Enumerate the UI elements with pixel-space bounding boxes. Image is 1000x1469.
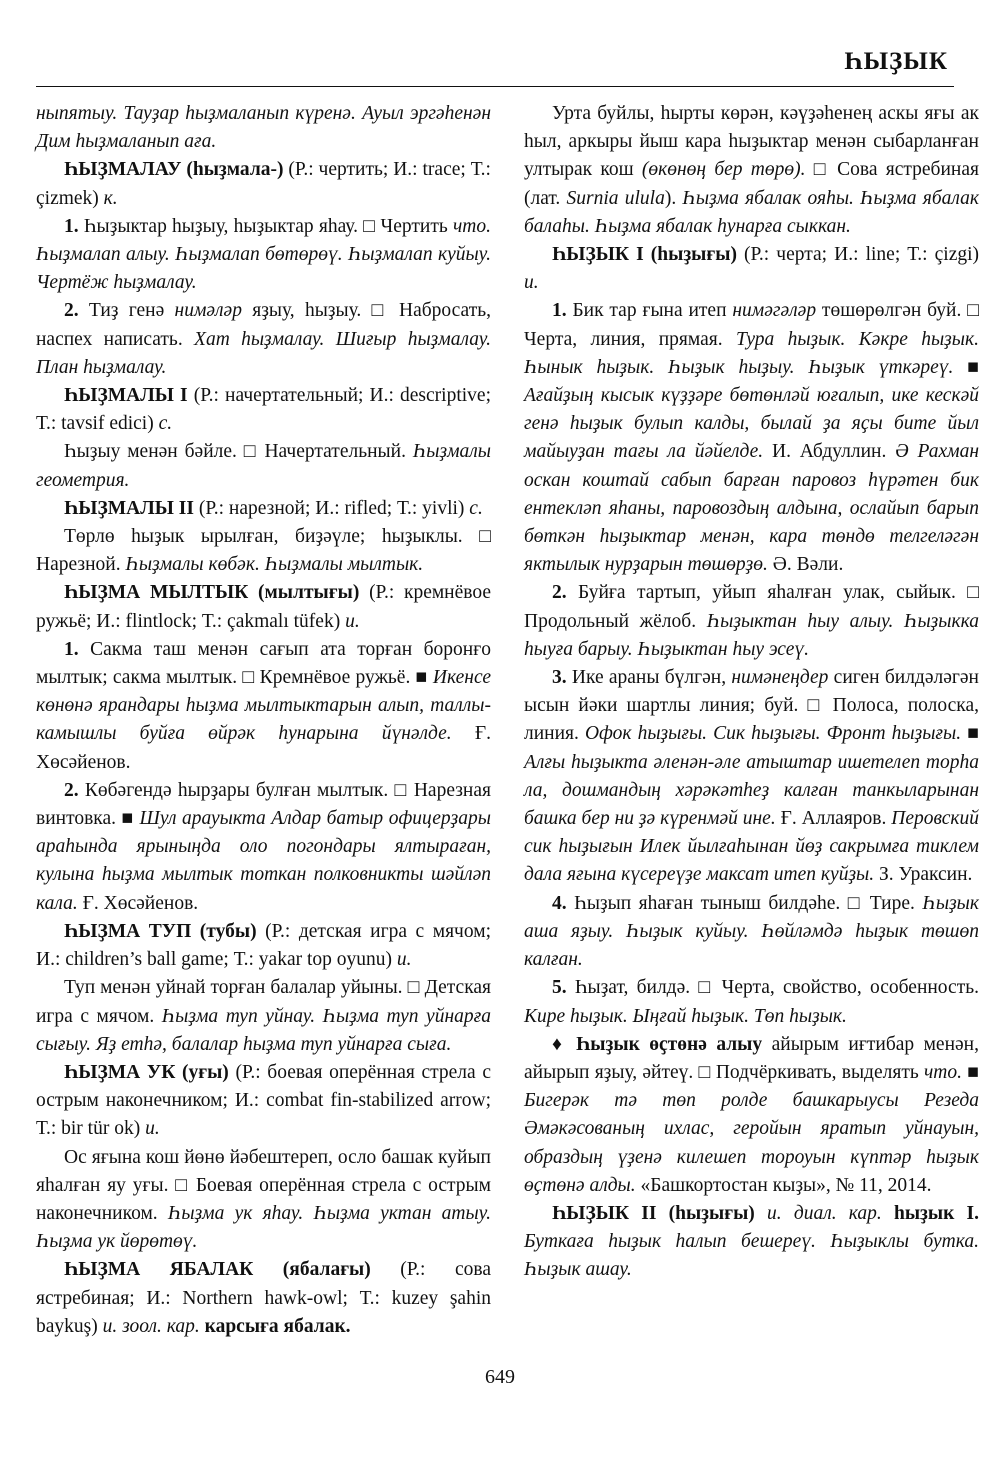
dictionary-headword: ҺЫҘМАЛАУ (һыҙмала-) (Р.: чертить; И.: trace; Т.: çizmek) к. bbox=[36, 159, 491, 209]
dictionary-headword: ҺЫҘМА УК (уғы) (Р.: боевая оперённая стрела с острым наконечником; И.: combat fin-stabilized arrow; Т.: bir tür ok) и. bbox=[36, 1061, 491, 1140]
dictionary-headword: ҺЫҘЫК I (һыҙығы) (Р.: черта; И.: line; Т.: çizgi) и. bbox=[524, 244, 980, 294]
dictionary-paragraph: 3. Ике араны бүлгән, нимәнеңдер сиген билдәләгән ысын йәки шартлы линия; буй. □ Полоса, полоска, линия. Офок һыҙығы. Сик һыҙығы. Фронт һыҙығы. ■ Алғы һыҙыкта әленән-әле атыштар ишетелеп торһа ла, дошмандың хәрәкәтһеҙ калған танкыларынан башка бер ни ҙә күренмәй ине. Ғ. Аллаяров. Перовский сик һыҙығын Илек йылғаһынан йөҙ сакрымға тиклем дала яғына күсереүҙе максат итеп куйҙы. З. Ураксин. bbox=[524, 667, 979, 886]
dictionary-headword: ҺЫҘМА ТУП (тубы) (Р.: детская игра с мячом; И.: children’s ball game; Т.: yakar top oyunu) и. bbox=[36, 920, 492, 971]
dictionary-paragraph: 1. Сакма таш менән сағып ата торған боронғо мылтык; сакма мылтык. □ Кремнёвое ружьё. ■ Икенсе көнөнә ярандары һыҙма мылтыктарын алып, таллы-камышлы буйға өйрәк һунарына йүнәлде. Ғ. Хөсәйенов. bbox=[36, 638, 491, 773]
header-rule bbox=[36, 86, 954, 87]
right-column bbox=[524, 100, 979, 1285]
dictionary-paragraph: Ос яғына кош йөнө йәбештереп, осло башак куйып яһалған яу уғы. □ Боевая оперённая стрела с острым наконечником. Һыҙма ук яһау. Һыҙма уктан атыу. Һыҙма ук йөрөтөү. bbox=[36, 1146, 491, 1253]
dictionary-paragraph: ныпятыу. Тауҙар һыҙмаланып күренә. Ауыл эргәһенән Дим һыҙмаланып аға. bbox=[36, 103, 491, 153]
dictionary-paragraph: 2. Көбәгендә һырҙары булған мылтык. □ Нарезная винтовка. ■ Шул арауыкта Алдар батыр офицерҙары араһында ярыныңда оло погондары ялтыраған, кулына һыҙма мылтык тоткан полковникты шәйләп кала. Ғ. Хөсәйенов. bbox=[36, 779, 491, 914]
dictionary-headword: ҺЫҘМАЛЫ I (Р.: начертательный; И.: descriptive; Т.: tavsif edici) с. bbox=[36, 385, 491, 435]
dictionary-paragraph: Туп менән уйнай торған балалар уйыны. □ Детская игра с мячом. Һыҙма туп уйнау. Һыҙма туп уйнарға сығыу. Яҙ етһә, балалар һыҙма туп уйнарға сыға. bbox=[36, 977, 491, 1055]
dictionary-paragraph: Урта буйлы, һырты көрән, кәүҙәһенең аскы яғы ак һыл, аркыры йыш кара һыҙыктар менән сыбарланған ултырак кош (өкөнөң бер төрө). □ Сова ястребиная (лат. Surnia ulula). Һыҙма ябалак ояһы. Һыҙма ябалак балаһы. Һыҙма ябалак һунарға сыккан. bbox=[524, 103, 980, 237]
dictionary-paragraph: ♦ Һыҙык өҫтөнә алыу айырым иғтибар менән, айырып яҙыу, әйтеү. □ Подчёркивать, выделять что. ■ Бигерәк тә төп ролде башкарыусы Резеда Әмәкәсованың ихлас, геройын яратып уйнауын, образдың үҙенә килешеп тороуын күптәр һыҙык өҫтөнә алды. «Башкортостан кыҙы», № 11, 2014. bbox=[524, 1033, 979, 1196]
left-column bbox=[36, 100, 491, 1341]
dictionary-paragraph: Һыҙыу менән бәйле. □ Начертательный. Һыҙмалы геометрия. bbox=[36, 441, 491, 491]
dictionary-paragraph: 5. Һыҙат, билдә. □ Черта, свойство, особенность. Кире һыҙык. Ыңғай һыҙык. Төп һыҙык. bbox=[524, 977, 979, 1027]
dictionary-paragraph: 1. Бик тар ғына итеп нимәгәләр төшөрөлгән буй. □ Черта, линия, прямая. Тура һыҙык. Кәкре һыҙык. Һынык һыҙык. Һыҙык һыҙыу. Һыҙык үткәреү. ■ Ағайҙың кысык күҙҙәре бөтөнләй юғалып, ике кескәй генә һыҙык булып калды, былай ҙа яҫы бите йыл майыуҙан тағы ла йәйелде. И. Абдуллин. Ә Рахман оскан коштай сабып барған паровоз һүрәтен бик ентекләп яһаны, паровоздың алдына, ослайып барып бөткән һыҙыктар менән, кара төндө телгеләгән яктылык нурҙарын төшөрҙө. Ә. Вәли. bbox=[524, 300, 979, 576]
dictionary-paragraph: 4. Һыҙып яһаған тыныш билдәһе. □ Тире. Һыҙык аша яҙыу. Һыҙык куйыу. Һөйләмдә һыҙык төшөп калған. bbox=[524, 892, 979, 971]
running-head: ҺЫҘЫК bbox=[844, 48, 948, 75]
dictionary-paragraph: Төрлө һыҙык ырылған, биҙәүле; һыҙыклы. □ Нарезной. Һыҙмалы көбәк. Һыҙмалы мылтык. bbox=[36, 526, 491, 576]
dictionary-headword: ҺЫҘМА МЫЛТЫК (мылтығы) (Р.: кремнёвое ружьё; И.: flintlock; Т.: çakmalı tüfek) и. bbox=[36, 582, 491, 632]
dictionary-paragraph: 2. Тиҙ генә нимәләр яҙыу, һыҙыу. □ Набросать, наспех написать. Хат һыҙмалау. Шиғыр һыҙмалау. План һыҙмалау. bbox=[36, 300, 491, 378]
dictionary-headword: ҺЫҘМА ЯБАЛАК (ябалағы) (Р.: сова ястребиная; И.: Northern hawk-owl; Т.: kuzey şahin baykuş) и. зоол. кар. карсыға ябалак. bbox=[36, 1259, 491, 1337]
dictionary-paragraph: 2. Буйға тартып, уйып яһалған улак, сыйык. □ Продольный жёлоб. Һыҙыктан һыу алыу. Һыҙыкка һыуға барыу. Һыҙыктан һыу эсеү. bbox=[524, 582, 979, 660]
dictionary-headword: ҺЫҘЫК II (һыҙығы) и. диал. кар. һыҙык I. Буткаға һыҙык һалып бешереү. Һыҙыклы бутка. Һыҙык ашау. bbox=[524, 1202, 980, 1281]
page-number: 649 bbox=[485, 1366, 515, 1388]
dictionary-paragraph: 1. Һыҙыктар һыҙыу, һыҙыктар яһау. □ Чертить что. Һыҙмалап алыу. Һыҙмалап бөтөрөү. Һыҙмалап куйыу. Чертёж һыҙмалау. bbox=[36, 215, 491, 294]
dictionary-headword: ҺЫҘМАЛЫ II (Р.: нарезной; И.: rifled; Т.: yivli) с. bbox=[64, 497, 483, 519]
